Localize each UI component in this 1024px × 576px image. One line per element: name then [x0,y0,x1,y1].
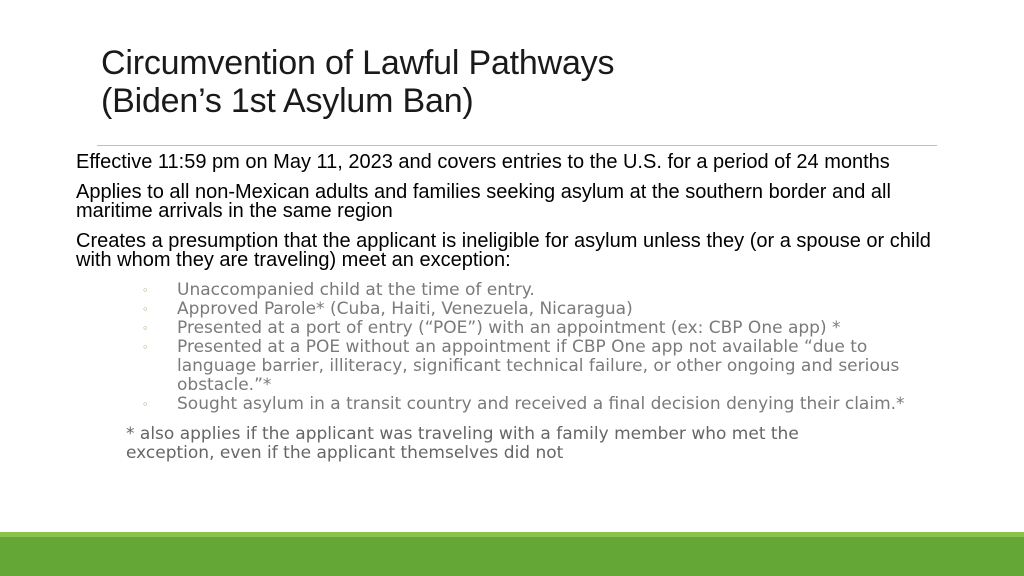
list-item [76,300,917,319]
footer-bar [0,537,1024,576]
paragraph-presumption: Creates a presumption that the applicant is ineligible for asylum unless they (or a spouse or child with whom they are traveling) meet an exception: [76,230,931,271]
list-item [76,395,917,414]
list-item [76,281,917,300]
list-item [76,319,917,338]
bullet-circle-icon: ◦ [142,398,149,411]
bullet-circle-icon: ◦ [142,322,149,335]
bullet-circle-icon: ◦ [142,284,149,297]
slide-title [101,44,901,120]
slide-body [76,153,936,463]
bullet-circle-icon: ◦ [142,341,149,354]
title-divider [97,145,937,146]
paragraph-effective-date: Effective 11:59 pm on May 11, 2023 and covers entries to the U.S. for a period of 24 months [76,151,890,173]
list-item-text: Presented at a port of entry (“POE”) with an appointment (ex: CBP One app) * [177,318,841,338]
list-item-text: Presented at a POE without an appointment if CBP One app not available “due to language barrier, illiteracy, significant technical failure, or other ongoing and serious obstacle.”* [177,337,900,395]
list-item-text: Sought asylum in a transit country and received a final decision denying their claim.* [177,394,905,414]
title-line-1: Circumvention of Lawful Pathways [101,44,615,82]
footnote: * also applies if the applicant was traveling with a family member who met the exception, even if the applicant themselves did not [126,424,799,463]
bullet-circle-icon: ◦ [142,303,149,316]
title-line-2: (Biden’s 1st Asylum Ban) [101,82,474,120]
list-item-text: Unaccompanied child at the time of entry. [177,280,535,300]
list-item-text: Approved Parole* (Cuba, Haiti, Venezuela, Nicaragua) [177,299,633,319]
paragraph-applies-to: Applies to all non-Mexican adults and families seeking asylum at the southern border and all maritime arrivals in the same region [76,181,891,222]
exceptions-list [76,281,936,414]
list-item [76,338,917,395]
